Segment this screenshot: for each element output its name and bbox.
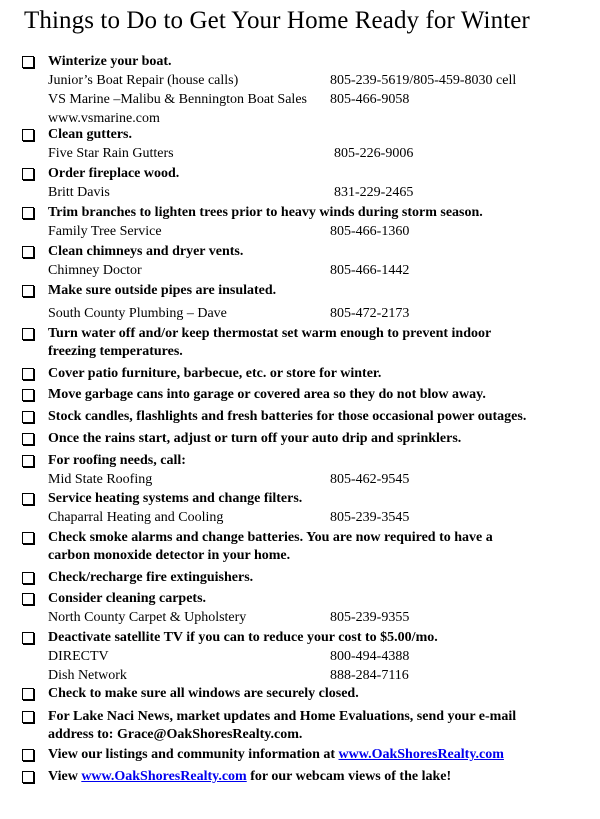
- item-text: Stock candles, flashlights and fresh batteries for those occasional power outages.: [48, 409, 527, 424]
- item-text: Clean chimneys and dryer vents.: [48, 244, 244, 259]
- checkbox-icon[interactable]: [22, 771, 34, 783]
- contact-row: [48, 71, 592, 90]
- checklist-item: [22, 629, 592, 685]
- contact-name: Dish Network: [48, 668, 127, 683]
- checklist-item: [22, 529, 592, 565]
- contact-name: Chimney Doctor: [48, 263, 142, 278]
- item-text: Once the rains start, adjust or turn off your auto drip and sprinklers.: [48, 431, 462, 446]
- checkbox-icon[interactable]: [22, 285, 34, 297]
- item-text-continued: carbon monoxide detector in your home.: [48, 548, 291, 563]
- checkbox-icon[interactable]: [22, 56, 34, 68]
- contact-name: Mid State Roofing: [48, 472, 153, 487]
- checkbox-icon[interactable]: [22, 632, 34, 644]
- contact-phone: 831-229-2465: [334, 185, 414, 200]
- contact-website: www.vsmarine.com: [48, 111, 160, 126]
- item-text-continued: freezing temperatures.: [48, 344, 183, 359]
- contact-row: [48, 470, 592, 489]
- item-text: Clean gutters.: [48, 127, 132, 142]
- contact-row: [48, 666, 592, 685]
- checklist-item: [22, 126, 592, 163]
- checkbox-icon[interactable]: [22, 168, 34, 180]
- contact-phone: 805-239-5619/805-459-8030 cell: [330, 73, 517, 88]
- contact-row: [48, 144, 592, 163]
- contact-row: [48, 183, 592, 202]
- item-text: Turn water off and/or keep thermostat set warm enough to prevent indoor: [48, 326, 492, 341]
- contact-name: South County Plumbing – Dave: [48, 306, 227, 321]
- checkbox-icon[interactable]: [22, 749, 34, 761]
- contact-name: Junior’s Boat Repair (house calls): [48, 73, 239, 88]
- checkbox-icon[interactable]: [22, 572, 34, 584]
- item-text-line: [48, 746, 592, 764]
- item-text: Move garbage cans into garage or covered area so they do not blow away.: [48, 387, 486, 402]
- checklist-item: [22, 243, 592, 280]
- checklist-item: [22, 452, 592, 489]
- website-link[interactable]: www.OakShoresRealty.com: [338, 747, 504, 762]
- page-title: Things to Do to Get Your Home Ready for Winter: [24, 7, 530, 34]
- checklist-item: [22, 365, 592, 383]
- item-text: Check smoke alarms and change batteries. You are now required to have a: [48, 530, 493, 545]
- checkbox-icon[interactable]: [22, 455, 34, 467]
- checkbox-icon[interactable]: [22, 368, 34, 380]
- item-text: Make sure outside pipes are insulated.: [48, 283, 277, 298]
- checklist-item: [22, 165, 592, 202]
- contact-row: [48, 304, 592, 323]
- contact-phone: 805-239-3545: [330, 510, 410, 525]
- contact-row: [48, 647, 592, 666]
- checklist-item: [22, 569, 592, 587]
- item-text: Winterize your boat.: [48, 54, 172, 69]
- website-link[interactable]: www.OakShoresRealty.com: [81, 769, 247, 784]
- checklist-item: [22, 430, 592, 448]
- item-text: Deactivate satellite TV if you can to reduce your cost to $5.00/mo.: [48, 630, 438, 645]
- checklist-item: [22, 325, 592, 361]
- checklist-item: [22, 768, 592, 786]
- item-text: Consider cleaning carpets.: [48, 591, 207, 606]
- contact-phone: 805-239-9355: [330, 610, 410, 625]
- contact-row: [48, 222, 592, 241]
- contact-name: Family Tree Service: [48, 224, 162, 239]
- contact-phone: 805-462-9545: [330, 472, 410, 487]
- item-text-line: [48, 768, 592, 786]
- checkbox-icon[interactable]: [22, 246, 34, 258]
- item-text: For roofing needs, call:: [48, 453, 186, 468]
- item-text: View: [48, 769, 82, 784]
- checklist-item: [22, 408, 592, 426]
- contact-name: VS Marine –Malibu & Bennington Boat Sales: [48, 92, 307, 107]
- checkbox-icon[interactable]: [22, 328, 34, 340]
- item-text-continued: address to: Grace@OakShoresRealty.com.: [48, 727, 303, 742]
- contact-phone: 805-466-9058: [330, 92, 410, 107]
- contact-name: Chaparral Heating and Cooling: [48, 510, 224, 525]
- contact-phone: 800-494-4388: [330, 649, 410, 664]
- contact-name: Britt Davis: [48, 185, 110, 200]
- checklist-item: [22, 386, 592, 404]
- contact-phone: 805-466-1360: [330, 224, 410, 239]
- item-text: Check/recharge fire extinguishers.: [48, 570, 254, 585]
- checklist-item: [22, 490, 592, 527]
- checklist-item: [22, 708, 592, 744]
- contact-name: DIRECTV: [48, 649, 109, 664]
- contact-row: [48, 261, 592, 280]
- item-text-after: for our webcam views of the lake!: [246, 769, 452, 784]
- item-text: Service heating systems and change filters.: [48, 491, 303, 506]
- contact-row: [48, 508, 592, 527]
- checkbox-icon[interactable]: [22, 389, 34, 401]
- checkbox-icon[interactable]: [22, 711, 34, 723]
- item-text: Order fireplace wood.: [48, 166, 180, 181]
- contact-phone: 805-472-2173: [330, 306, 410, 321]
- checkbox-icon[interactable]: [22, 593, 34, 605]
- item-text: Cover patio furniture, barbecue, etc. or store for winter.: [48, 366, 382, 381]
- checkbox-icon[interactable]: [22, 129, 34, 141]
- contact-phone: 805-466-1442: [330, 263, 410, 278]
- checkbox-icon[interactable]: [22, 411, 34, 423]
- contact-name: Five Star Rain Gutters: [48, 146, 174, 161]
- checkbox-icon[interactable]: [22, 688, 34, 700]
- checkbox-icon[interactable]: [22, 207, 34, 219]
- item-text: View our listings and community information at: [48, 747, 339, 762]
- checklist-item: [22, 746, 592, 764]
- checklist-item: [22, 204, 592, 241]
- contact-phone: 888-284-7116: [330, 668, 409, 683]
- item-text: For Lake Naci News, market updates and Home Evaluations, send your e-mail: [48, 709, 517, 724]
- contact-name: North County Carpet & Upholstery: [48, 610, 247, 625]
- contact-phone: 805-226-9006: [334, 146, 414, 161]
- checkbox-icon[interactable]: [22, 433, 34, 445]
- checkbox-icon[interactable]: [22, 532, 34, 544]
- item-text: Trim branches to lighten trees prior to heavy winds during storm season.: [48, 205, 483, 220]
- checklist-item: [22, 590, 592, 627]
- contact-row: [48, 90, 592, 109]
- checklist-item: [22, 685, 592, 703]
- checklist-item: [22, 282, 592, 323]
- checkbox-icon[interactable]: [22, 493, 34, 505]
- contact-row: [48, 608, 592, 627]
- item-text: Check to make sure all windows are securely closed.: [48, 686, 359, 701]
- checklist-item: [22, 53, 592, 128]
